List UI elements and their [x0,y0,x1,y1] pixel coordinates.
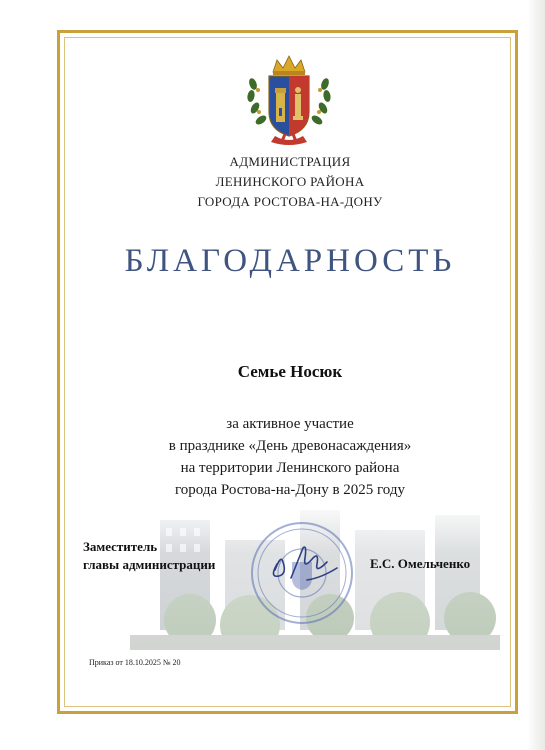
body-line-2: в празднике «День древонасаждения» [168,438,412,454]
signatory-position [83,538,215,574]
body-line-1: за активное участие [226,416,354,432]
signatory-name: Е.С. Омельченко [370,556,471,571]
official-stamp-icon [247,518,357,628]
signatory-position-line2: главы администрации [83,557,216,572]
order-reference: Приказ от 18.10.2025 № 20 [89,658,181,667]
page-edge-shadow [527,0,545,750]
admin-header-line1: АДМИНИСТРАЦИЯ [229,154,351,169]
signatory-position-line1: Заместитель [83,539,158,554]
recipient-name: Семье Носюк [237,362,343,381]
coat-of-arms-icon [241,50,337,146]
document-title: БЛАГОДАРНОСТЬ [124,243,456,279]
body-line-4: города Ростова-на-Дону в 2025 году [174,482,406,498]
admin-header-line3: ГОРОДА РОСТОВА-НА-ДОНУ [197,194,383,209]
admin-header-line2: ЛЕНИНСКОГО РАЙОНА [215,174,365,189]
body-line-3: на территории Ленинского района [180,460,400,476]
